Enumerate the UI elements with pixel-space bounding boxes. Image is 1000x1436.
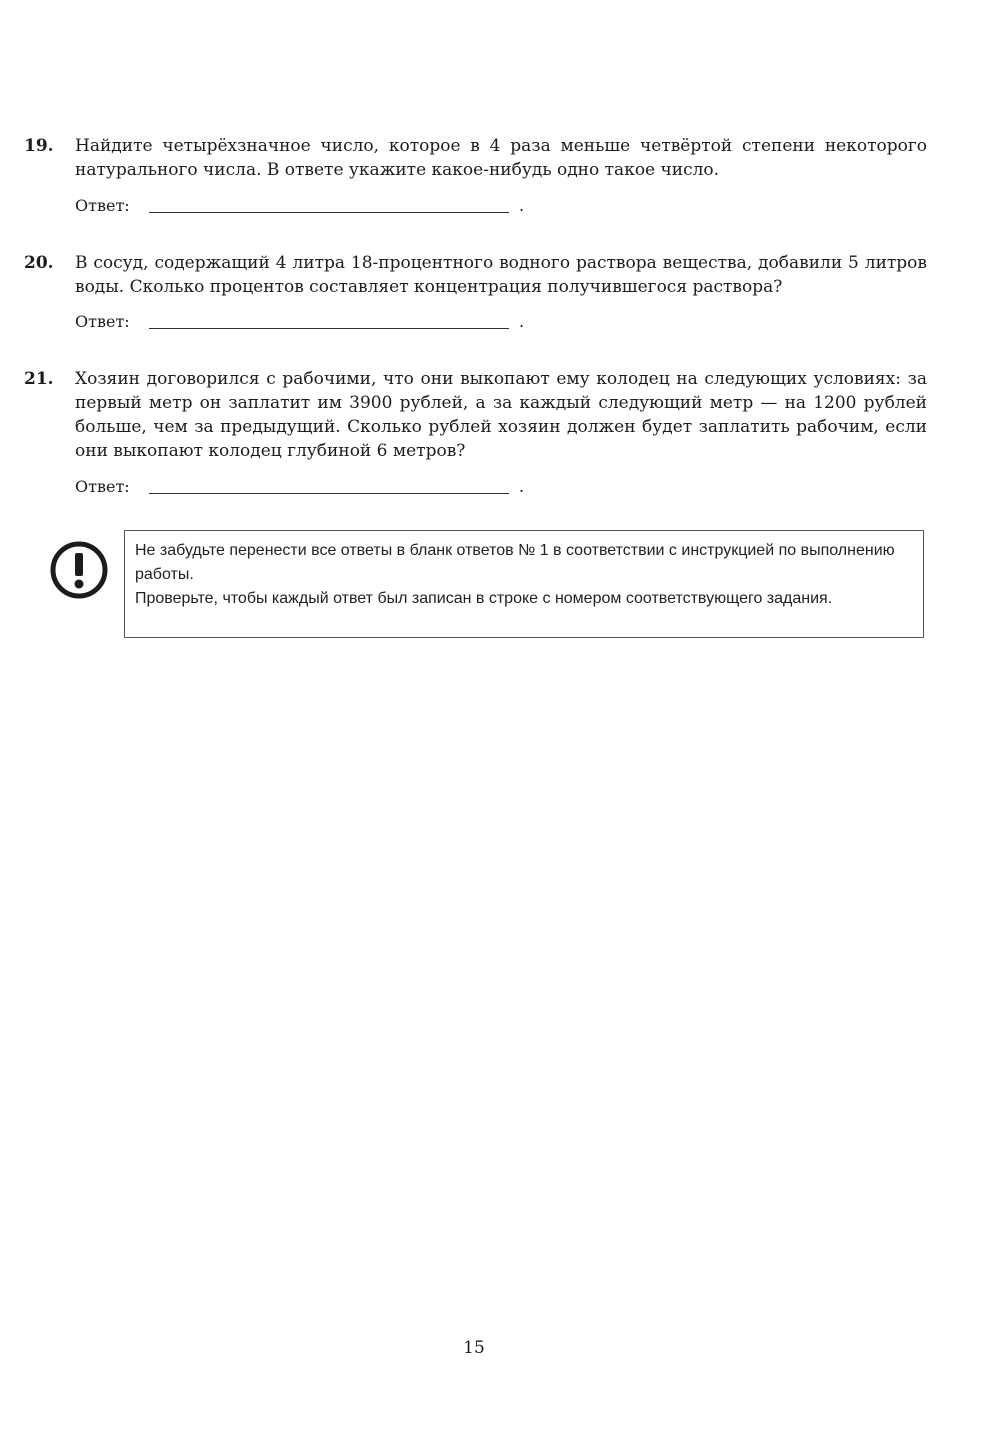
exclamation-circle-icon bbox=[49, 540, 109, 600]
notice-text-transfer: Не забудьте перенести все ответы в бланк ответов № 1 в соответствии с инструкцией по выполнению работы. bbox=[135, 542, 895, 583]
answer-period: . bbox=[519, 477, 525, 496]
answer-label: Ответ: bbox=[75, 312, 130, 331]
notice-box bbox=[124, 530, 924, 638]
notice-text-check: Проверьте, чтобы каждый ответ был записан в строке с номером соответствующего задания. bbox=[135, 590, 833, 607]
answer-row-19 bbox=[75, 194, 575, 218]
page-number: 15 bbox=[463, 1338, 485, 1358]
task-text: Хозяин договорился с рабочими, что они выкопают ему колодец на следующих условиях: за первый метр он заплатит им 3900 рублей, а за каждый следующий метр — на 1200 рублей больше, чем за предыдущий. Сколько рублей хозяин должен будет заплатить рабочим, если они выкопают колодец глубиной 6 метров? bbox=[75, 369, 927, 461]
answer-field[interactable] bbox=[149, 212, 509, 213]
answer-period: . bbox=[519, 196, 525, 215]
answer-field[interactable] bbox=[149, 328, 509, 329]
answer-label: Ответ: bbox=[75, 477, 130, 496]
answer-period: . bbox=[519, 312, 525, 331]
task-number: 21. bbox=[24, 369, 54, 389]
answer-row-21 bbox=[75, 475, 575, 499]
answer-label: Ответ: bbox=[75, 196, 130, 215]
task-number: 19. bbox=[24, 136, 54, 156]
task-number: 20. bbox=[24, 253, 54, 273]
answer-field[interactable] bbox=[149, 493, 509, 494]
task-text: В сосуд, содержащий 4 литра 18-процентного водного раствора вещества, добавили 5 литров воды. Сколько процентов составляет концентрация получившегося раствора? bbox=[75, 253, 927, 297]
answer-row-20 bbox=[75, 310, 575, 334]
task-text: Найдите четырёхзначное число, которое в 4 раза меньше четвёртой степени некоторого натурального числа. В ответе укажите какое-нибудь одно такое число. bbox=[75, 136, 927, 180]
